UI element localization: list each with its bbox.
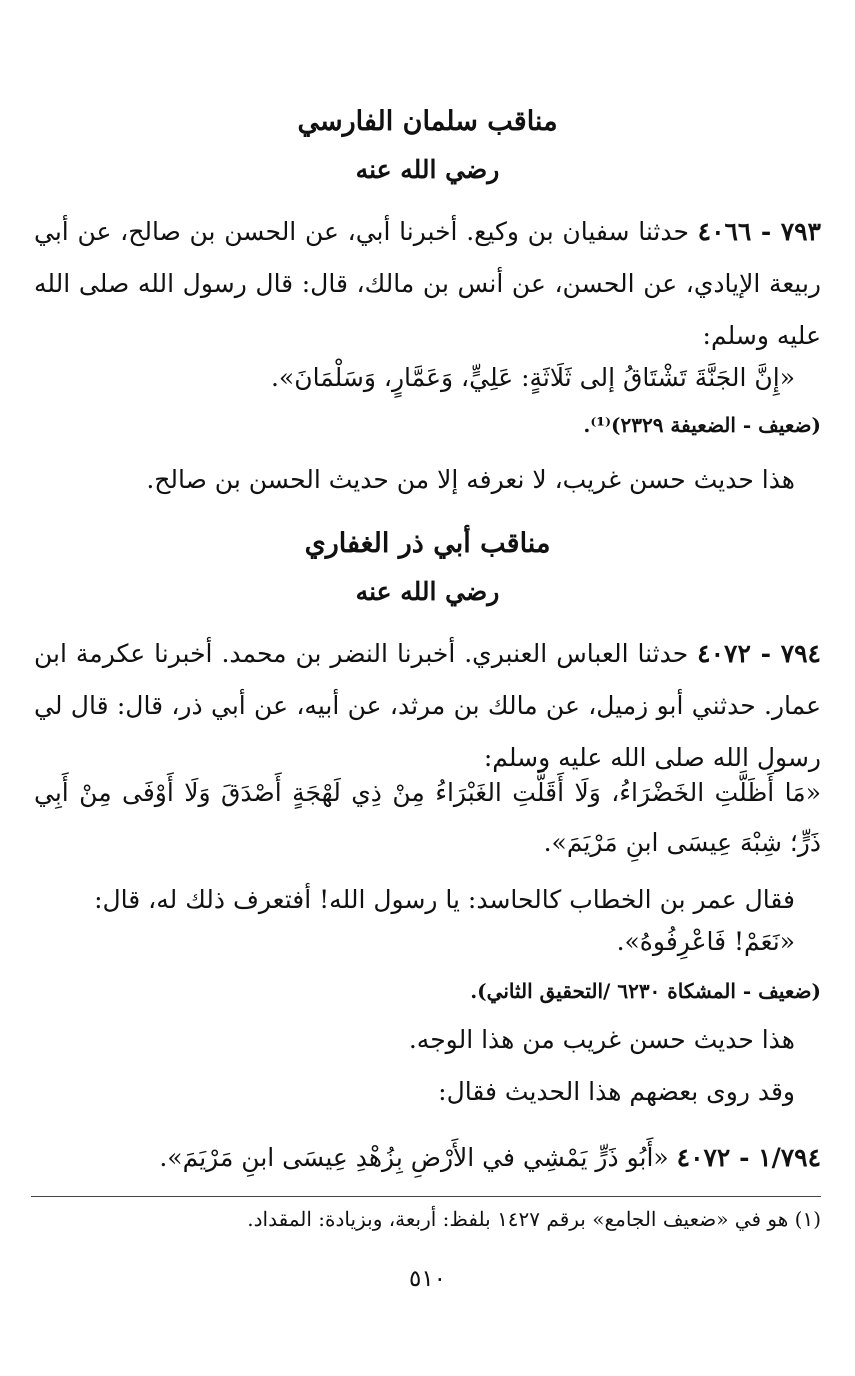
hadith-794-isnad: حدثنا العباس العنبري. أخبرنا النضر بن محمد. أخبرنا عكرمة ابن عمار. حدثني أبو زميل، عن مالك بن مرثد، عن أبيه، عن أبي ذر، قال: قال لي رسول الله صلى الله عليه وسلم:	[34, 639, 821, 772]
footnote	[34, 1204, 821, 1234]
footnote-divider	[31, 1196, 821, 1197]
hadith-794-followup: فقال عمر بن الخطاب كالحاسد: يا رسول الله! أفتعرف ذلك له، قال:	[94, 885, 795, 914]
hadith-794-number: ٧٩٤ - ٤٠٧٢	[697, 639, 821, 668]
hadith-793-isnad: حدثنا سفيان بن وكيع. أخبرنا أبي، عن الحسن بن صالح، عن أبي ربيعة الإيادي، عن الحسن، عن أنس بن مالك، قال: قال رسول الله صلى الله عليه وسلم:	[34, 217, 821, 350]
hadith-794-1	[34, 1136, 821, 1180]
section-subtitle-abu-dharr: رضي الله عنه	[355, 577, 500, 606]
section-title-abu-dharr: مناقب أبي ذر الغفاري	[304, 528, 551, 559]
section-subtitle-salman: رضي الله عنه	[355, 155, 500, 184]
hadith-793-note: هذا حديث حسن غريب، لا نعرفه إلا من حديث الحسن بن صالح.	[146, 465, 795, 494]
hadith-794-1-number: ١/٧٩٤ - ٤٠٧٢	[676, 1143, 821, 1172]
hadith-793-body	[34, 206, 821, 362]
hadith-793-matn: «إِنَّ الجَنَّةَ تَشْتَاقُ إلى ثَلَاثَةٍ: عَلِيٍّ، وَعَمَّارٍ، وَسَلْمَانَ».	[270, 363, 795, 392]
footnote-text: هو في «ضعيف الجامع» برقم ١٤٢٧ بلفظ: أربعة، وبزيادة: المقداد.	[247, 1207, 789, 1231]
hadith-794-note-2: وقد روى بعضهم هذا الحديث فقال:	[438, 1077, 795, 1106]
footnote-marker: (١)	[794, 1207, 821, 1231]
hadith-794-1-text: «أَبُو ذَرٍّ يَمْشِي في الأَرْضِ بِزُهْدِ عِيسَى ابنِ مَرْيَمَ».	[159, 1143, 669, 1172]
page-number: ٥١٠	[408, 1266, 447, 1292]
hadith-793-grade: (ضعيف - الضعيفة ٢٣٢٩)⁽¹⁾.	[583, 413, 821, 437]
hadith-794-body	[34, 628, 821, 784]
hadith-793-number: ٧٩٣ - ٤٠٦٦	[697, 217, 821, 246]
section-title-salman: مناقب سلمان الفارسي	[297, 106, 558, 137]
hadith-794-note-1: هذا حديث حسن غريب من هذا الوجه.	[408, 1025, 795, 1054]
hadith-794-reply: «نَعَمْ! فَاعْرِفُوهُ».	[616, 927, 795, 956]
hadith-794-grade: (ضعيف - المشكاة ٦٢٣٠ /التحقيق الثاني).	[470, 979, 821, 1003]
hadith-794-matn: «مَا أَظَلَّتِ الخَضْرَاءُ، وَلَا أَقَلَّتِ الغَبْرَاءُ مِنْ ذِي لَهْجَةٍ أَصْدَقَ وَلَا أَوْفَى مِنْ أَبِي ذَرٍّ؛ شِبْهَ عِيسَى ابنِ مَرْيَمَ».	[34, 778, 821, 857]
